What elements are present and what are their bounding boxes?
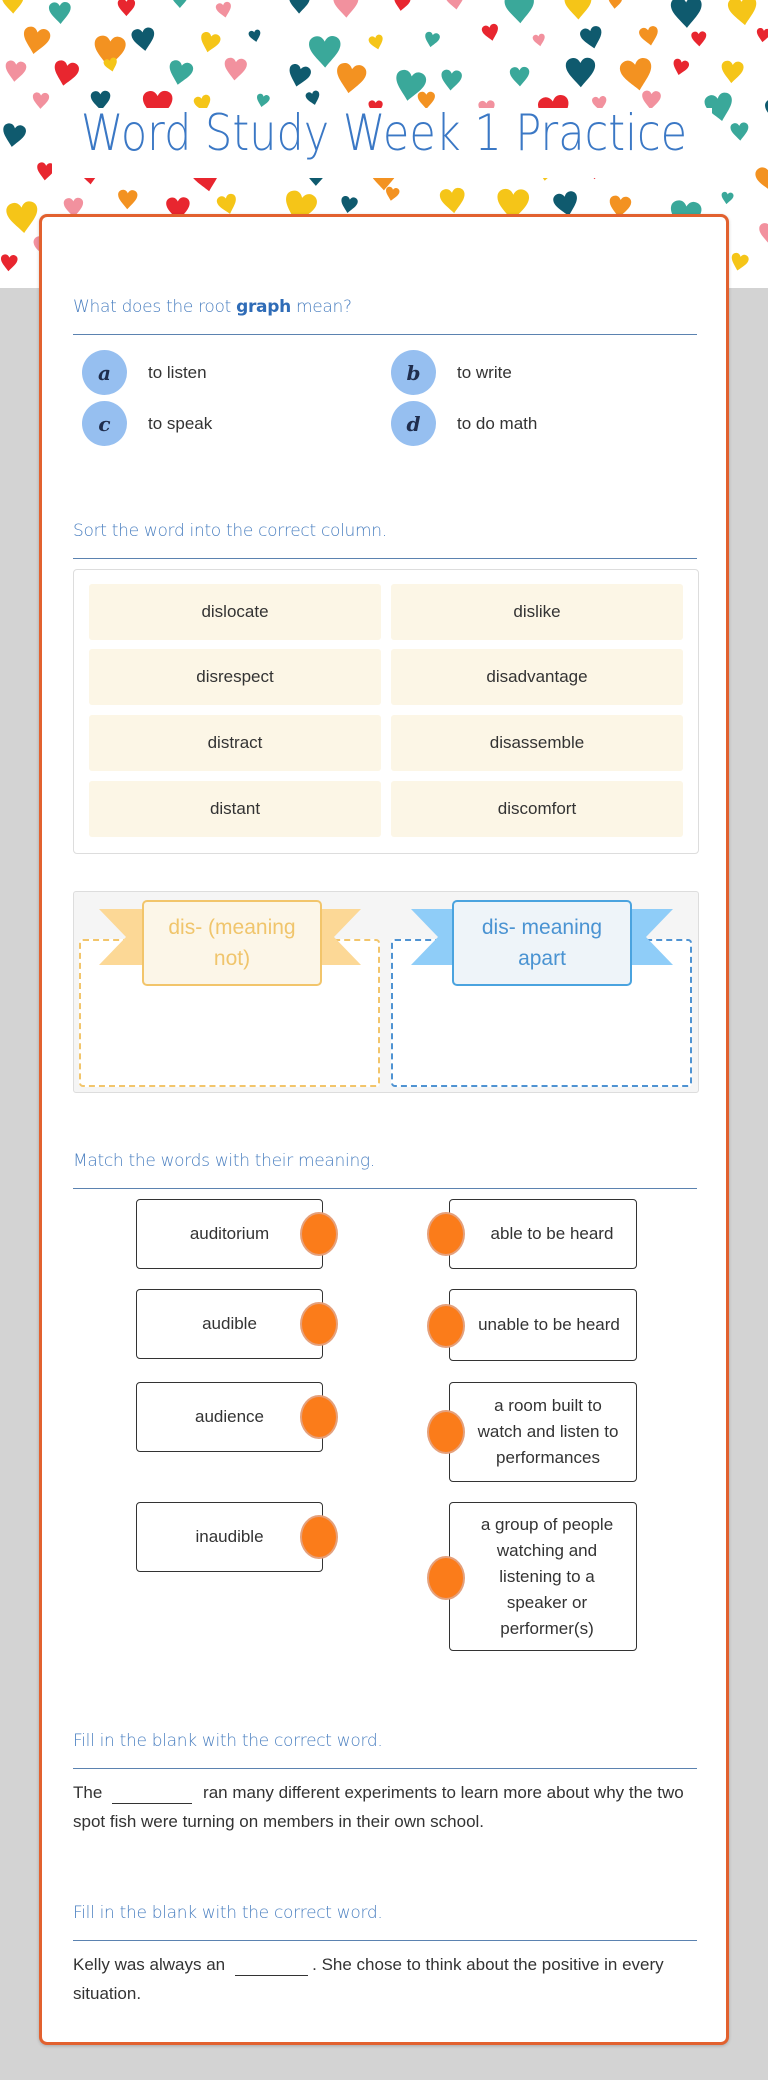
sentence-text: The bbox=[73, 1783, 103, 1802]
heart-icon bbox=[438, 67, 464, 93]
heart-icon bbox=[718, 58, 746, 86]
option-letter-badge: d bbox=[391, 401, 436, 446]
heart-icon bbox=[719, 190, 735, 206]
heart-icon bbox=[220, 55, 249, 84]
heart-icon bbox=[606, 0, 623, 11]
match-left-item[interactable]: auditorium bbox=[136, 1199, 323, 1269]
question-5-title: Fill in the blank with the correct word. bbox=[73, 1903, 383, 1923]
heart-icon bbox=[479, 21, 502, 44]
option-b[interactable] bbox=[391, 350, 512, 395]
heart-icon bbox=[576, 22, 607, 53]
draggable-word[interactable]: distant bbox=[89, 781, 381, 837]
divider bbox=[73, 1188, 697, 1189]
heart-icon bbox=[3, 197, 44, 238]
heart-icon bbox=[727, 250, 752, 275]
page-title: Word Study Week 1 Practice bbox=[80, 104, 688, 162]
draggable-word[interactable]: distract bbox=[89, 715, 381, 771]
heart-icon bbox=[331, 0, 362, 21]
heart-icon bbox=[751, 160, 768, 199]
question-1-title bbox=[73, 297, 352, 317]
heart-icon bbox=[18, 22, 55, 59]
heart-icon bbox=[287, 0, 312, 16]
option-text: to write bbox=[457, 362, 512, 382]
heart-icon bbox=[2, 57, 29, 84]
heart-icon bbox=[213, 0, 234, 21]
divider bbox=[73, 1940, 697, 1941]
heart-icon bbox=[170, 0, 190, 10]
match-connector-dot[interactable] bbox=[300, 1302, 338, 1346]
match-right-item[interactable]: a group of people watching and listening to a speaker or performer(s) bbox=[449, 1502, 637, 1651]
heart-icon bbox=[754, 26, 768, 45]
heart-icon bbox=[383, 185, 402, 204]
heart-icon bbox=[0, 120, 30, 152]
sort-categories bbox=[73, 891, 699, 1093]
draggable-word[interactable]: disrespect bbox=[89, 649, 381, 705]
match-left-item[interactable]: inaudible bbox=[136, 1502, 323, 1572]
heart-icon bbox=[31, 91, 52, 112]
match-connector-dot[interactable] bbox=[427, 1212, 465, 1256]
heart-icon bbox=[337, 193, 360, 216]
word-bank bbox=[73, 569, 699, 854]
heart-icon bbox=[0, 252, 19, 273]
heart-icon bbox=[502, 0, 539, 27]
match-right-item[interactable]: unable to be heard bbox=[449, 1289, 637, 1361]
option-letter-badge: b bbox=[391, 350, 436, 395]
question-2-title: Sort the word into the correct column. bbox=[73, 521, 387, 541]
divider bbox=[73, 1768, 697, 1769]
heart-icon bbox=[443, 0, 468, 13]
option-letter-badge: c bbox=[82, 401, 127, 446]
blank-input[interactable] bbox=[112, 1782, 192, 1804]
match-connector-dot[interactable] bbox=[300, 1212, 338, 1256]
heart-icon bbox=[421, 29, 442, 50]
draggable-word[interactable]: dislike bbox=[391, 584, 683, 640]
heart-icon bbox=[0, 0, 26, 16]
heart-icon bbox=[757, 221, 768, 247]
heart-icon bbox=[670, 56, 693, 79]
question-text: What does the root bbox=[73, 297, 237, 317]
option-c[interactable] bbox=[82, 401, 212, 446]
match-connector-dot[interactable] bbox=[427, 1410, 465, 1454]
heart-icon bbox=[636, 23, 662, 49]
draggable-word[interactable]: disadvantage bbox=[391, 649, 683, 705]
option-letter-badge: a bbox=[82, 350, 127, 395]
sentence-text: ran many different experiments to learn more about why the two spot fish were turning on members in their own school. bbox=[73, 1783, 684, 1831]
heart-icon bbox=[163, 57, 197, 91]
heart-icon bbox=[284, 61, 315, 92]
category-label: dis- (meaning not) bbox=[142, 900, 322, 986]
draggable-word[interactable]: disassemble bbox=[391, 715, 683, 771]
heart-icon bbox=[331, 59, 371, 99]
match-connector-dot[interactable] bbox=[427, 1556, 465, 1600]
heart-icon bbox=[47, 0, 74, 27]
fill-in-blank-sentence bbox=[73, 1778, 703, 1836]
question-text: mean? bbox=[290, 297, 352, 317]
option-text: to speak bbox=[148, 413, 213, 433]
match-left-item[interactable]: audible bbox=[136, 1289, 323, 1359]
match-right-item[interactable]: able to be heard bbox=[449, 1199, 637, 1269]
heart-icon bbox=[196, 29, 224, 57]
category-label: dis- meaning apart bbox=[452, 900, 632, 986]
heart-icon bbox=[391, 0, 413, 14]
heart-icon bbox=[247, 28, 264, 45]
option-text: to do math bbox=[457, 413, 538, 433]
option-text: to listen bbox=[148, 362, 207, 382]
match-connector-dot[interactable] bbox=[427, 1304, 465, 1348]
heart-icon bbox=[116, 188, 140, 212]
heart-icon bbox=[507, 65, 531, 89]
heart-icon bbox=[129, 24, 160, 55]
heart-icon bbox=[366, 32, 387, 53]
draggable-word[interactable]: discomfort bbox=[391, 781, 683, 837]
question-3-title: Match the words with their meaning. bbox=[73, 1151, 375, 1171]
match-connector-dot[interactable] bbox=[300, 1515, 338, 1559]
draggable-word[interactable]: dislocate bbox=[89, 584, 381, 640]
divider bbox=[73, 558, 697, 559]
heart-icon bbox=[762, 94, 768, 128]
heart-icon bbox=[563, 54, 599, 90]
question-4-title: Fill in the blank with the correct word. bbox=[73, 1731, 383, 1751]
match-left-item[interactable]: audience bbox=[136, 1382, 323, 1452]
heart-icon bbox=[530, 31, 547, 48]
sentence-text: Kelly was always an bbox=[73, 1955, 226, 1974]
heart-icon bbox=[690, 29, 709, 48]
heart-icon bbox=[437, 185, 470, 218]
heart-icon bbox=[48, 56, 83, 91]
root-word: graph bbox=[236, 297, 291, 317]
match-connector-dot[interactable] bbox=[300, 1395, 338, 1439]
worksheet-card bbox=[39, 214, 729, 2045]
heart-icon bbox=[728, 120, 751, 143]
match-right-item[interactable]: a room built to watch and listen to performances bbox=[449, 1382, 637, 1482]
option-d[interactable] bbox=[391, 401, 537, 446]
blank-input[interactable] bbox=[235, 1954, 308, 1976]
divider bbox=[73, 334, 697, 335]
heart-icon bbox=[561, 0, 594, 23]
heart-icon bbox=[667, 0, 705, 32]
sentence-text: . She chose to think about the positive in every situation. bbox=[73, 1955, 664, 2003]
heart-icon bbox=[116, 0, 137, 18]
fill-in-blank-sentence bbox=[73, 1950, 703, 2008]
option-a[interactable] bbox=[82, 350, 207, 395]
